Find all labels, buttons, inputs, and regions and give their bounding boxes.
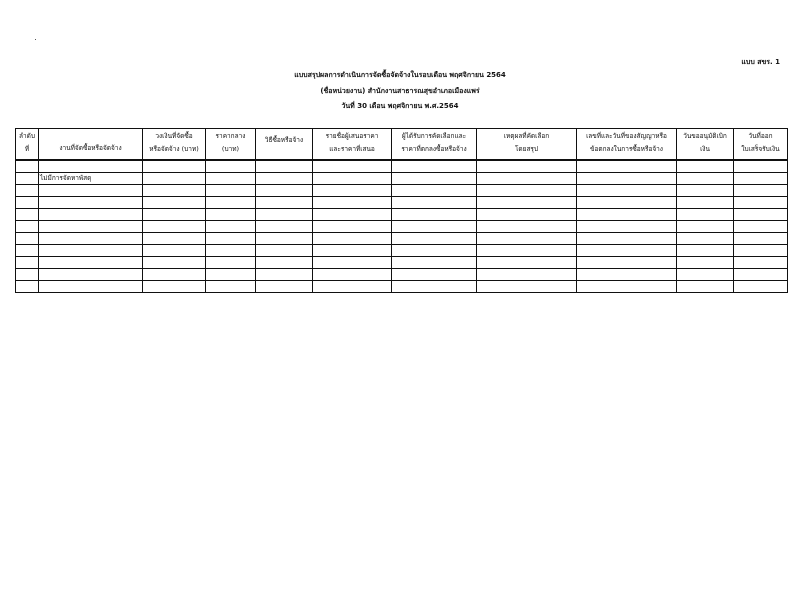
table-cell — [392, 257, 477, 269]
table-cell — [39, 281, 143, 293]
table-cell — [577, 197, 677, 209]
table-cell — [392, 197, 477, 209]
table-cell — [313, 257, 392, 269]
table-cell — [39, 209, 143, 221]
table-cell — [256, 185, 313, 197]
table-cell — [313, 245, 392, 257]
table-cell — [39, 257, 143, 269]
table-cell — [477, 269, 577, 281]
table-cell — [16, 160, 39, 173]
table-cell — [39, 245, 143, 257]
table-cell — [16, 173, 39, 185]
table-cell — [143, 197, 206, 209]
table-cell — [143, 245, 206, 257]
table-cell — [477, 197, 577, 209]
table-cell — [256, 160, 313, 173]
table-row — [16, 160, 788, 173]
table-cell — [39, 160, 143, 173]
table-cell — [16, 197, 39, 209]
table-cell — [677, 173, 734, 185]
table-cell — [477, 185, 577, 197]
table-row — [16, 173, 788, 185]
table-cell — [313, 221, 392, 233]
table-cell — [392, 281, 477, 293]
table-cell — [734, 245, 788, 257]
table-cell — [143, 209, 206, 221]
table-cell — [206, 281, 256, 293]
table-cell — [313, 209, 392, 221]
table-row — [16, 245, 788, 257]
table-cell — [16, 245, 39, 257]
table-cell — [477, 281, 577, 293]
table-cell — [577, 269, 677, 281]
table-cell — [256, 269, 313, 281]
table-cell — [392, 245, 477, 257]
form-code: แบบ สขร. 1 — [741, 58, 780, 66]
table-cell — [734, 160, 788, 173]
table-cell — [256, 233, 313, 245]
table-cell — [39, 221, 143, 233]
table-cell — [313, 173, 392, 185]
table-cell — [313, 185, 392, 197]
table-cell — [206, 197, 256, 209]
no-procurement-note: ไม่มีการจัดหาพัสดุ — [39, 173, 143, 185]
table-row — [16, 197, 788, 209]
header-procurement-method: วิธีซื้อหรือจ้าง — [256, 129, 313, 161]
table-cell — [734, 269, 788, 281]
table-cell — [16, 185, 39, 197]
table-cell — [477, 209, 577, 221]
table-cell — [577, 160, 677, 173]
table-cell — [313, 233, 392, 245]
table-cell — [206, 245, 256, 257]
table-cell — [256, 221, 313, 233]
table-cell — [734, 281, 788, 293]
table-cell — [392, 221, 477, 233]
table-cell — [677, 197, 734, 209]
table-cell — [206, 160, 256, 173]
header-median-price: ราคากลาง (บาท) — [206, 129, 256, 161]
table-cell — [143, 257, 206, 269]
table-cell — [143, 221, 206, 233]
table-cell — [734, 221, 788, 233]
table-cell — [734, 257, 788, 269]
table-row — [16, 269, 788, 281]
table-cell — [206, 257, 256, 269]
header-budget: วงเงินที่จัดซื้อ หรือจัดจ้าง (บาท) — [143, 129, 206, 161]
table-cell — [39, 269, 143, 281]
table-cell — [143, 269, 206, 281]
table-cell — [206, 209, 256, 221]
header-sequence: ลำดับ ที่ — [16, 129, 39, 161]
table-cell — [734, 173, 788, 185]
table-cell — [256, 197, 313, 209]
table-cell — [392, 173, 477, 185]
table-cell — [677, 269, 734, 281]
table-cell — [577, 281, 677, 293]
table-cell — [577, 257, 677, 269]
table-cell — [677, 281, 734, 293]
table-header-row — [16, 129, 788, 161]
table-cell — [39, 233, 143, 245]
table-cell — [16, 269, 39, 281]
table-cell — [206, 185, 256, 197]
table-cell — [313, 160, 392, 173]
table-cell — [16, 257, 39, 269]
table-cell — [143, 185, 206, 197]
table-cell — [313, 197, 392, 209]
table-cell — [256, 209, 313, 221]
table-cell — [256, 281, 313, 293]
header-contract-number: เลขที่และวันที่ของสัญญาหรือ ข้อตกลงในการซื้อหรือจ้าง — [577, 129, 677, 161]
table-cell — [256, 173, 313, 185]
table-cell — [143, 233, 206, 245]
table-cell — [734, 233, 788, 245]
table-cell — [313, 269, 392, 281]
table-cell — [477, 173, 577, 185]
table-cell — [392, 269, 477, 281]
table-row — [16, 185, 788, 197]
header-receipt-date: วันที่ออก ใบเสร็จรับเงิน — [734, 129, 788, 161]
header-bidders: รายชื่อผู้เสนอราคา และราคาที่เสนอ — [313, 129, 392, 161]
table-cell — [677, 160, 734, 173]
table-cell — [477, 245, 577, 257]
table-row — [16, 221, 788, 233]
table-cell — [577, 233, 677, 245]
table-cell — [392, 209, 477, 221]
table-cell — [16, 221, 39, 233]
table-cell — [39, 197, 143, 209]
table-cell — [577, 185, 677, 197]
table-cell — [256, 257, 313, 269]
report-title: แบบสรุปผลการดำเนินการจัดซื้อจัดจ้างในรอบเดือน พฤศจิกายน 2564 — [294, 71, 506, 79]
header-selected-vendor: ผู้ได้รับการคัดเลือกและ ราคาที่ตกลงซื้อหรือจ้าง — [392, 129, 477, 161]
table-cell — [734, 209, 788, 221]
table-cell — [256, 245, 313, 257]
report-date: วันที่ 30 เดือน พฤศจิกายน พ.ศ.2564 — [341, 102, 459, 110]
table-cell — [392, 233, 477, 245]
header-disbursement-date: วันขออนุมัติเบิก เงิน — [677, 129, 734, 161]
table-cell — [477, 221, 577, 233]
table-cell — [577, 173, 677, 185]
table-cell — [734, 197, 788, 209]
table-row — [16, 281, 788, 293]
table-row — [16, 257, 788, 269]
table-cell — [677, 257, 734, 269]
table-cell — [477, 233, 577, 245]
table-cell — [16, 233, 39, 245]
table-cell — [677, 185, 734, 197]
table-cell — [206, 221, 256, 233]
header-selection-reason: เหตุผลที่คัดเลือก โดยสรุป — [477, 129, 577, 161]
table-cell — [143, 281, 206, 293]
table-row — [16, 233, 788, 245]
table-cell — [577, 245, 677, 257]
table-cell — [206, 233, 256, 245]
table-cell — [16, 281, 39, 293]
table-cell — [143, 160, 206, 173]
agency-name: (ชื่อหน่วยงาน) สำนักงานสาธารณสุขอำเภอเมืองแพร่ — [320, 87, 480, 95]
table-cell — [677, 209, 734, 221]
table-cell — [577, 209, 677, 221]
table-cell — [677, 245, 734, 257]
table-cell — [206, 269, 256, 281]
table-cell — [477, 160, 577, 173]
table-cell — [143, 173, 206, 185]
table-cell — [734, 185, 788, 197]
table-cell — [577, 221, 677, 233]
table-cell — [477, 257, 577, 269]
procurement-summary-table — [15, 128, 788, 293]
table-cell — [206, 173, 256, 185]
table-cell — [313, 281, 392, 293]
header-procurement-item: งานที่จัดซื้อหรือจัดจ้าง — [39, 129, 143, 161]
table-row — [16, 209, 788, 221]
table-cell — [39, 185, 143, 197]
table-cell — [392, 185, 477, 197]
table-cell — [16, 209, 39, 221]
scan-speck — [35, 39, 36, 40]
table-cell — [392, 160, 477, 173]
table-cell — [677, 221, 734, 233]
table-cell — [677, 233, 734, 245]
